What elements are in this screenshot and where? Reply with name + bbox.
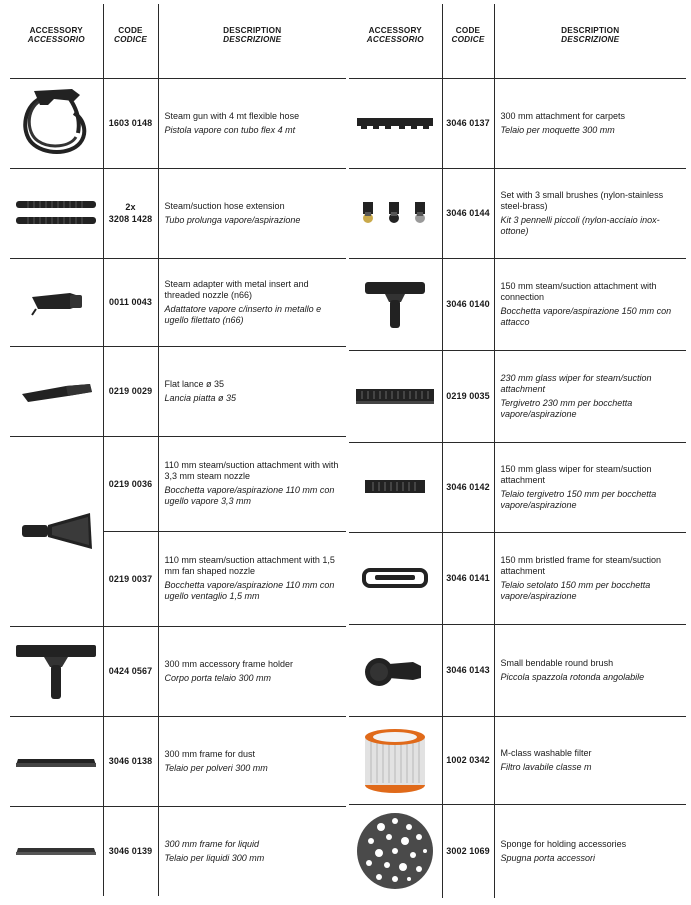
item-code: 3002 1069 xyxy=(446,846,490,857)
item-description-it: Tubo prolunga vapore/aspirazione xyxy=(164,214,301,225)
table-row xyxy=(10,78,346,168)
table-row xyxy=(349,532,686,624)
table-row xyxy=(349,716,686,804)
header-description: DESCRIPTION DESCRIZIONE xyxy=(561,26,620,44)
item-code: 3046 0141 xyxy=(446,573,490,583)
table-row xyxy=(10,436,346,531)
item-code: 0219 0029 xyxy=(108,386,153,396)
item-description-it: Telaio per liquidi 300 mm xyxy=(164,852,265,863)
item-code: 3208 1428 xyxy=(108,214,153,224)
steam-gun-hose-icon xyxy=(14,83,98,163)
item-description-en: 300 mm accessory frame holder xyxy=(164,658,294,669)
item-description-en: Sponge for holding accessories xyxy=(500,838,627,849)
hose-extension-icon xyxy=(14,198,98,228)
item-code: 3046 0139 xyxy=(108,846,153,857)
item-description-en: 150 mm bristled frame for steam/suction attachment xyxy=(500,554,662,576)
glass-wiper-230-icon xyxy=(354,385,436,407)
header-code: CODE CODICE xyxy=(442,4,494,78)
dust-frame-icon xyxy=(14,751,98,771)
item-description-it: Filtro lavabile classe m xyxy=(500,761,592,772)
item-description-en: 110 mm steam/suction attachment with with 3,3 mm steam nozzle xyxy=(164,460,339,481)
item-description-it: Corpo porta telaio 300 mm xyxy=(164,672,272,683)
item-description-it: Telaio per moquette 300 mm xyxy=(500,124,615,135)
table-row xyxy=(349,442,686,532)
carpet-attachment-icon xyxy=(355,115,435,131)
item-description-en: M-class washable filter xyxy=(500,747,592,758)
item-code: 3046 0143 xyxy=(446,665,490,675)
item-code: 1002 0342 xyxy=(446,755,490,765)
item-description-en: Steam gun with 4 mt flexible hose xyxy=(164,110,300,121)
steam-suction-attachment-icon xyxy=(363,278,427,330)
item-description-en: 110 mm steam/suction attachment with 1,5 mm fan shaped nozzle xyxy=(164,555,335,576)
left-accessory-table xyxy=(10,4,346,896)
steam-suction-nozzle-icon xyxy=(18,509,94,553)
header-code: CODE CODICE xyxy=(103,4,158,78)
round-brush-icon xyxy=(363,648,427,692)
item-description-it: Telaio tergivetro 150 mm per bocchetta vapore/aspirazione xyxy=(500,488,657,510)
item-code: 3046 0140 xyxy=(446,299,490,309)
table-row xyxy=(10,806,346,896)
item-description-it: Piccola spazzola rotonda angolabile xyxy=(500,671,645,682)
table-row xyxy=(349,168,686,258)
item-description-en: Steam adapter with metal insert and threaded nozzle (n66) xyxy=(164,278,309,300)
item-description-en: 300 mm frame for liquid xyxy=(164,838,260,849)
item-description-it: Telaio setolato 150 mm per bocchetta vapore/aspirazione xyxy=(500,579,651,601)
small-brushes-icon xyxy=(355,198,435,228)
item-description-it: Bocchetta vapore/aspirazione 110 mm con ugello ventaglio 1,5 mm xyxy=(164,580,335,601)
sponge-disc-icon xyxy=(355,811,435,891)
item-description-en: 300 mm frame for dust xyxy=(164,748,256,759)
table-row xyxy=(10,346,346,436)
item-code: 3046 0142 xyxy=(446,482,490,492)
item-code: 0219 0036 xyxy=(108,478,153,489)
item-description-it: Tergivetro 230 mm per bocchetta vapore/aspirazione xyxy=(500,397,633,419)
item-description-en: 300 mm attachment for carpets xyxy=(500,110,626,121)
flat-lance-icon xyxy=(18,378,94,404)
item-code: 0219 0035 xyxy=(446,391,490,401)
washable-filter-icon xyxy=(362,725,428,795)
item-description-en: Small bendable round brush xyxy=(500,657,614,668)
glass-wiper-150-icon xyxy=(363,476,427,498)
item-description-it: Lancia piatta ø 35 xyxy=(164,392,237,403)
item-code: 3046 0138 xyxy=(108,756,153,766)
table-row xyxy=(10,258,346,346)
header-accessory: ACCESSORY ACCESSORIO xyxy=(10,4,103,78)
item-description-it: Bocchetta vapore/aspirazione 150 mm con attacco xyxy=(500,305,672,327)
steam-adapter-icon xyxy=(26,287,86,317)
header-description: DESCRIPTION DESCRIZIONE xyxy=(223,26,282,44)
item-description-en: 230 mm glass wiper for steam/suction attachment xyxy=(500,372,652,394)
item-description-it: Kit 3 pennelli piccoli (nylon-acciaio inox-ottone) xyxy=(500,214,660,236)
item-description-it: Telaio per polveri 300 mm xyxy=(164,762,268,773)
item-code: 0424 0567 xyxy=(108,666,153,676)
item-description-it: Spugna porta accessori xyxy=(500,852,596,863)
table-row xyxy=(349,804,686,898)
header-accessory: ACCESSORY ACCESSORIO xyxy=(349,4,442,78)
item-description-it: Pistola vapore con tubo flex 4 mt xyxy=(164,124,296,135)
liquid-frame-icon xyxy=(14,842,98,860)
item-quantity: 2x xyxy=(125,202,136,212)
item-code: 3046 0137 xyxy=(446,118,490,128)
item-description-en: Flat lance ø 35 xyxy=(164,378,225,389)
item-description-it: Adattatore vapore c/inserto in metallo e ugello filettato (n66) xyxy=(164,303,322,325)
table-row xyxy=(10,168,346,258)
item-description-en: Set with 3 small brushes (nylon-stainless steel-brass) xyxy=(500,189,664,211)
item-code: 1603 0148 xyxy=(108,118,153,128)
item-description-it: Bocchetta vapore/aspirazione 110 mm con ugello vapore 3,3 mm xyxy=(164,485,335,506)
item-description-en: 150 mm glass wiper for steam/suction attachment xyxy=(500,463,652,485)
item-code: 3046 0144 xyxy=(446,208,490,218)
item-code: 0011 0043 xyxy=(109,297,152,307)
right-accessory-table xyxy=(349,4,686,898)
frame-holder-icon xyxy=(14,641,98,701)
left-header-row xyxy=(10,4,346,78)
item-description-en: Steam/suction hose extension xyxy=(164,200,285,211)
table-row xyxy=(349,350,686,442)
table-row xyxy=(349,258,686,350)
table-row xyxy=(10,716,346,806)
table-row xyxy=(10,626,346,716)
bristled-frame-icon xyxy=(361,567,429,589)
table-row xyxy=(349,78,686,168)
item-description-en: 150 mm steam/suction attachment with connection xyxy=(500,280,657,302)
table-row xyxy=(349,624,686,716)
right-header-row xyxy=(349,4,686,78)
item-code: 0219 0037 xyxy=(108,573,153,584)
